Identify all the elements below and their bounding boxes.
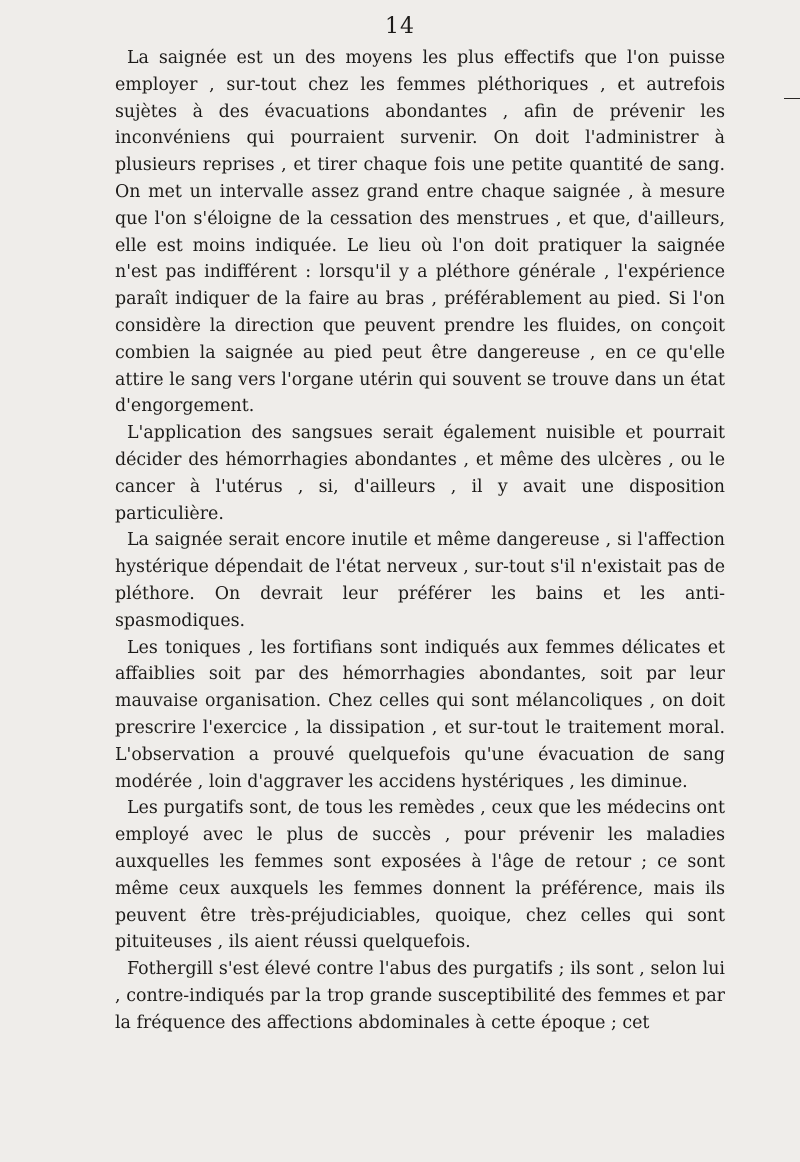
paragraph-leeches: L'application des sangsues serait également nuisible et pourrait décider des hémorrhagies abondantes , et même des ulcères , ou le cancer à l'utérus , si, d'ailleurs , il y avait une disposition particulière. (115, 423, 725, 524)
body-text (115, 45, 725, 1036)
page-number: 14 (385, 14, 415, 39)
paragraph-fothergill: Fothergill s'est élevé contre l'abus des purgatifs ; ils sont , selon lui , contre-indiqués par la trop grande susceptibilité des femmes et par la fréquence des affections abdominales à cette époque ; cet (115, 959, 725, 1033)
paragraph-hysterical-affection: La saignée serait encore inutile et même dangereuse , si l'affection hystérique dépendait de l'état nerveux , sur-tout s'il n'existait pas de pléthore. On devrait leur préférer les bains et les anti-spasmodiques. (115, 530, 725, 631)
margin-mark (784, 98, 800, 99)
paragraph-purgatives: Les purgatifs sont, de tous les remèdes , ceux que les médecins ont employé avec le plus de succès , pour prévenir les maladies auxquelles les femmes sont exposées à l'âge de retour ; ce sont même ceux auxquels les femmes donnent la préférence, mais ils peuvent être très-préjudiciables, quoique, chez celles qui sont pituiteuses , ils aient réussi quelquefois. (115, 798, 725, 953)
paragraph-bloodletting: La saignée est un des moyens les plus effectifs que l'on puisse employer , sur-tout chez les femmes pléthoriques , et autrefois sujètes à des évacuations abondantes , afin de prévenir les inconvéniens qui pourraient survenir. On doit l'administrer à plusieurs reprises , et tirer chaque fois une petite quantité de sang. On met un intervalle assez grand entre chaque saignée , à mesure que l'on s'éloigne de la cessation des menstrues , et que, d'ailleurs, elle est moins indiquée. Le lieu où l'on doit pratiquer la saignée n'est pas indifférent : lorsqu'il y a pléthore générale , l'expérience paraît indiquer de la faire au bras , préférablement au pied. Si l'on considère la direction que peuvent prendre les fluides, on conçoit combien la saignée au pied peut être dangereuse , en ce qu'elle attire le sang vers l'organe utérin qui souvent se trouve dans un état d'engorgement. (115, 48, 725, 417)
paragraph-tonics: Les toniques , les fortifians sont indiqués aux femmes délicates et affaiblies soit par des hémorrhagies abondantes, soit par leur mauvaise organisation. Chez celles qui sont mélancoliques , on doit prescrire l'exercice , la dissipation , et sur-tout le traitement moral. L'observation a prouvé quelquefois qu'une évacuation de sang modérée , loin d'aggraver les accidens hystériques , les diminue. (115, 637, 725, 792)
